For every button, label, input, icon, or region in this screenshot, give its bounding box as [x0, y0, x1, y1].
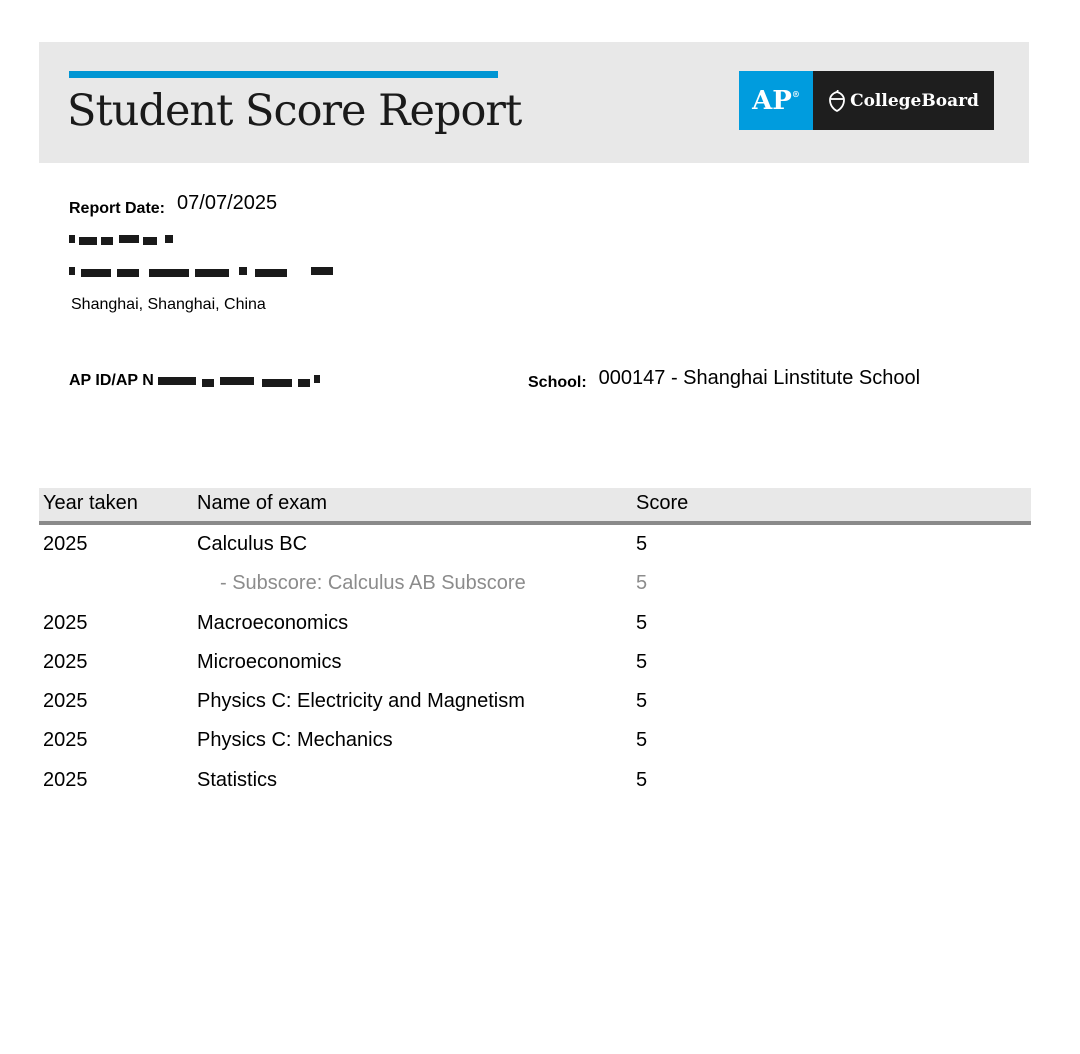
row-year: 2025 [43, 729, 88, 752]
redacted-ap-id [158, 375, 323, 387]
row-score: 5 [636, 690, 648, 713]
collegeboard-logo-text: CollegeBoard [850, 90, 979, 111]
row-year: 2025 [43, 611, 88, 634]
report-date [69, 192, 277, 218]
table-row-subscore [39, 564, 1031, 603]
school-value: 000147 - Shanghai Linstitute School [598, 367, 921, 389]
row-score: 5 [636, 611, 648, 634]
school-label: School: [528, 374, 587, 391]
row-exam: Physics C: Electricity and Magnetism [197, 690, 525, 713]
row-exam: Microeconomics [197, 650, 342, 673]
row-score: 5 [636, 572, 648, 595]
student-city: Shanghai, Shanghai, China [71, 296, 266, 313]
registered-mark: ® [791, 88, 800, 99]
row-exam: Physics C: Mechanics [197, 729, 393, 752]
redacted-student-name [69, 233, 179, 245]
row-year: 2025 [43, 690, 88, 713]
row-year: 2025 [43, 768, 88, 791]
ap-logo [739, 71, 813, 130]
row-score: 5 [636, 533, 648, 555]
row-score: 5 [636, 650, 648, 673]
report-date-label: Report Date: [69, 200, 166, 217]
row-year: 2025 [43, 533, 88, 555]
table-row [39, 682, 1031, 721]
table-header [39, 488, 1031, 525]
row-year: 2025 [43, 650, 88, 673]
row-score: 5 [636, 768, 648, 791]
row-exam: Macroeconomics [197, 611, 349, 634]
header-year: Year taken [43, 492, 138, 514]
report-header [39, 42, 1029, 163]
ap-logo-text: AP [752, 85, 792, 116]
row-score: 5 [636, 729, 648, 752]
header-exam: Name of exam [197, 492, 328, 514]
row-exam: Statistics [197, 768, 278, 791]
score-table [39, 488, 1031, 800]
table-row [39, 761, 1031, 800]
collegeboard-logo [813, 71, 994, 130]
page-title: Student Score Report [67, 86, 522, 136]
table-row [39, 643, 1031, 682]
ap-id [69, 372, 323, 390]
report-date-value: 07/07/2025 [177, 192, 278, 214]
table-row [39, 604, 1031, 643]
title-accent-bar [69, 71, 498, 78]
table-row [39, 721, 1031, 760]
row-exam: - Subscore: Calculus AB Subscore [220, 572, 526, 595]
row-exam: Calculus BC [197, 533, 308, 555]
acorn-icon [828, 90, 846, 112]
school [528, 367, 920, 392]
table-row [39, 525, 1031, 564]
header-score: Score [636, 492, 689, 514]
ap-collegeboard-logo [739, 71, 994, 130]
redacted-street-address [69, 265, 334, 277]
ap-id-label: AP ID/AP N [69, 372, 154, 389]
